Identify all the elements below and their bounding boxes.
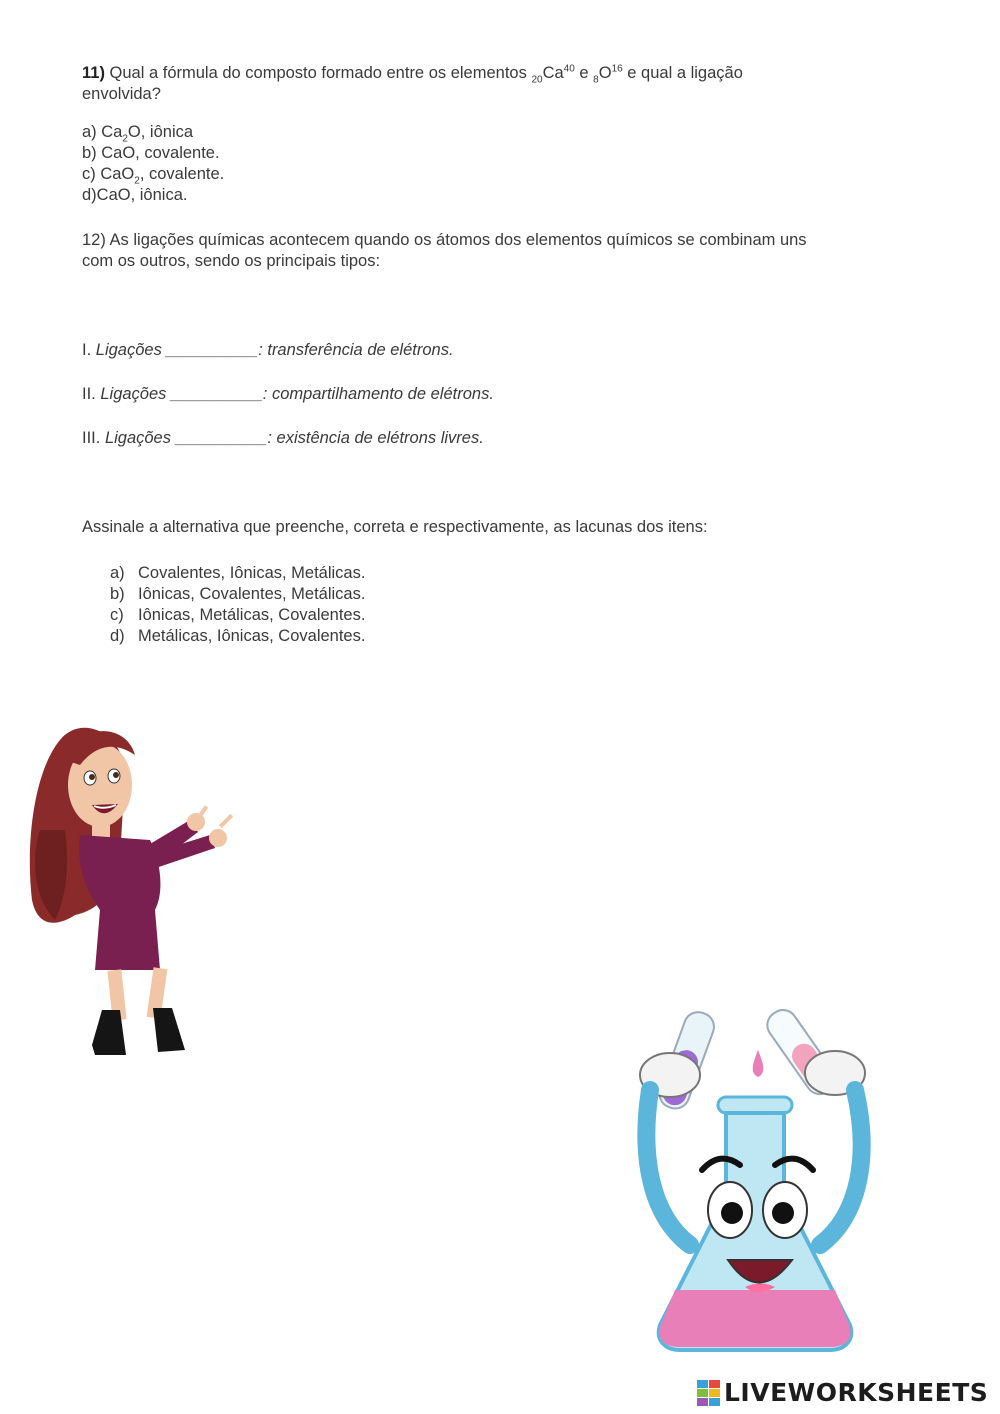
q12-item-3-blank[interactable]: __________ (175, 429, 268, 447)
q11-o-sub: 8 (593, 74, 599, 86)
q11-options (82, 122, 224, 206)
q12-item-1-desc: : transferência de elétrons. (258, 341, 454, 359)
q11-text-before: Qual a fórmula do composto formado entre os elementos (109, 64, 527, 82)
q12-option-d[interactable] (110, 626, 365, 647)
q11-option-a-pre: a) Ca (82, 123, 123, 141)
q11-o-sup: 16 (611, 63, 623, 75)
q12-item-3-num: III. (82, 429, 101, 447)
q12-item-1 (82, 340, 454, 361)
q12-option-b[interactable] (110, 584, 365, 605)
q11-ca-sup: 40 (563, 63, 575, 75)
q12-option-c-text: Iônicas, Metálicas, Covalentes. (138, 606, 366, 624)
q12-stem (82, 230, 942, 272)
q11-option-d[interactable]: d)CaO, iônica. (82, 186, 188, 204)
q12-item-2-num: II. (82, 385, 96, 403)
q12-item-2 (82, 384, 494, 405)
q11-ca-sub: 20 (531, 74, 543, 86)
q11-option-c[interactable] (82, 164, 224, 185)
q11-option-c-post: , covalente. (139, 165, 225, 183)
q12-option-a[interactable] (110, 563, 365, 584)
q11-option-a-post: O, iônica (127, 123, 194, 141)
liveworksheets-brand: LIVEWORKSHEETS (724, 1378, 989, 1407)
q12-option-a-letter: a) (110, 564, 125, 582)
q12-item-2-word: Ligações (100, 385, 167, 403)
q11-conj: e (579, 64, 589, 82)
q12-item-3 (82, 428, 484, 449)
q11-option-a[interactable] (82, 122, 224, 143)
q12-option-c-letter: c) (110, 606, 124, 624)
q12-option-b-text: Iônicas, Covalentes, Metálicas. (138, 585, 366, 603)
q11-option-c-sub: 2 (134, 175, 140, 187)
liveworksheets-icon (697, 1380, 721, 1406)
q11-stem (82, 63, 922, 105)
q12-options (110, 563, 365, 647)
q12-option-d-letter: d) (110, 627, 125, 645)
q12-line2: com os outros, sendo os principais tipos: (82, 252, 381, 270)
q11-option-c-pre: c) CaO (82, 165, 135, 183)
q12-option-a-text: Covalentes, Iônicas, Metálicas. (138, 564, 366, 582)
q11-option-b[interactable]: b) CaO, covalente. (82, 144, 220, 162)
q11-text-after: e qual a ligação (627, 64, 743, 82)
q11-line2: envolvida? (82, 85, 161, 103)
q12-item-2-desc: : compartilhamento de elétrons. (262, 385, 494, 403)
q12-item-1-word: Ligações (95, 341, 162, 359)
q12-option-c[interactable] (110, 605, 365, 626)
q12-item-2-blank[interactable]: __________ (171, 385, 263, 403)
q11-number: 11) (82, 64, 105, 82)
q12-instruction: Assinale a alternativa que preenche, correta e respectivamente, as lacunas dos itens: (82, 518, 708, 536)
q12-item-3-word: Ligações (104, 429, 171, 447)
q12-option-b-letter: b) (110, 585, 125, 603)
flask-mascot-illustration (630, 1005, 880, 1360)
q11-ca-symbol: Ca (542, 64, 564, 82)
q12-item-1-num: I. (82, 341, 92, 359)
q12-item-3-desc: : existência de elétrons livres. (267, 429, 484, 447)
q12-item-1-blank[interactable]: __________ (166, 341, 259, 359)
q11-option-a-sub: 2 (122, 133, 128, 145)
q11-o-symbol: O (598, 64, 612, 82)
liveworksheets-logo (697, 1378, 988, 1407)
q12-line1: 12) As ligações químicas acontecem quando os átomos dos elementos químicos se combinam uns (82, 231, 807, 249)
q12-option-d-text: Metálicas, Iônicas, Covalentes. (138, 627, 366, 645)
q11-line1 (82, 63, 922, 84)
teacher-avatar-illustration (20, 710, 240, 1070)
